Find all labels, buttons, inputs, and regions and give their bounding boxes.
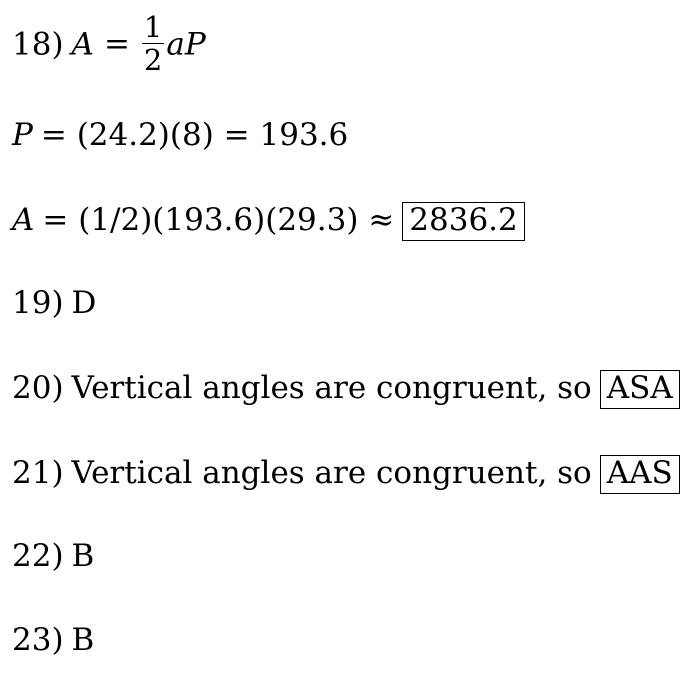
q22-number: 22) — [12, 538, 64, 574]
q18-number: 18) — [12, 26, 64, 63]
q21-text: Vertical angles are congruent, so — [71, 455, 592, 491]
q19-answer: D — [71, 285, 97, 321]
q20-line — [12, 370, 680, 409]
q20-text: Vertical angles are congruent, so — [71, 370, 592, 406]
q18-area-line — [12, 202, 525, 241]
q18-fraction-denominator: 2 — [143, 43, 163, 78]
q18-formula-lhs: A — [71, 26, 94, 63]
q23-line — [12, 622, 95, 658]
q19-number: 19) — [12, 285, 64, 321]
q18-perimeter-expression: = (24.2)(8) = 193.6 — [40, 117, 349, 153]
q18-boxed-answer: 2836.2 — [402, 202, 524, 241]
q22-line — [12, 538, 95, 574]
q21-number: 21) — [12, 455, 64, 491]
q18-formula-rhs: aP — [166, 26, 206, 63]
q18-area-lhs: A — [12, 202, 35, 238]
q21-line — [12, 455, 680, 494]
q19-line — [12, 285, 97, 321]
q18-perimeter-lhs: P — [12, 117, 33, 153]
q18-formula-line — [12, 10, 206, 78]
q21-boxed-answer: AAS — [600, 455, 680, 494]
q22-answer: B — [71, 538, 95, 574]
q18-perimeter-line — [12, 117, 349, 153]
q20-boxed-answer: ASA — [600, 370, 680, 409]
q18-fraction-numerator: 1 — [143, 10, 163, 44]
q18-formula-equals: = — [103, 26, 130, 63]
q20-number: 20) — [12, 370, 64, 406]
q23-answer: B — [71, 622, 95, 658]
q23-number: 23) — [12, 622, 64, 658]
q18-fraction — [142, 12, 164, 76]
q18-area-expression: = (1/2)(193.6)(29.3) ≈ — [42, 202, 395, 238]
